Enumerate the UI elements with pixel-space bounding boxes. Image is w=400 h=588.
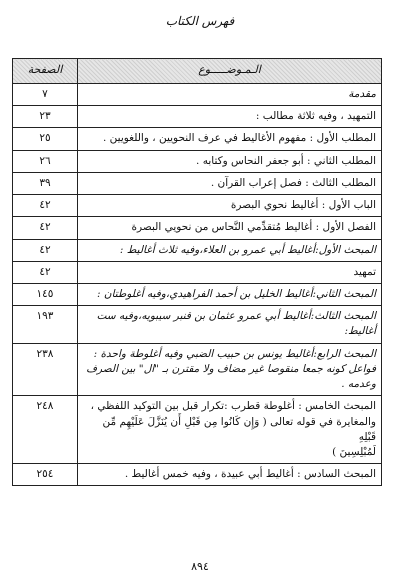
page-column-header: الصفحة <box>13 59 78 84</box>
toc-entry-page: ٧ <box>13 84 78 106</box>
toc-entry-title <box>78 106 382 128</box>
toc-entry-line: المبحث السادس : أغاليط أبي عبيدة ، وفيه خمس أغاليط . <box>124 468 376 481</box>
toc-entry-line: وعدمه . <box>341 378 376 391</box>
toc-entry-line: المبحث الرابع:أغاليط يونس بن حبيب الضبي وفيه أغلوطة واحدة : <box>93 347 376 360</box>
toc-entry-line: الباب الأول : أغاليط نحوي البصرة <box>230 199 376 212</box>
toc-entry-page: ٤٢ <box>13 239 78 261</box>
toc-entry-page: ٢٥ <box>13 128 78 150</box>
toc-entry-title <box>78 239 382 261</box>
toc-entry-line: لَمُبْلِسِينَ ) <box>332 445 376 458</box>
toc-entry-title <box>78 306 382 343</box>
toc-row <box>13 150 382 172</box>
toc-entry-page: ٢٥٤ <box>13 464 78 486</box>
toc-row <box>13 464 382 486</box>
toc-entry-page: ٢٤٨ <box>13 396 78 464</box>
toc-row <box>13 84 382 106</box>
toc-row <box>13 306 382 343</box>
toc-entry-title <box>78 128 382 150</box>
toc-entry-page: ٤٢ <box>13 217 78 239</box>
page-number: ٨٩٤ <box>191 560 209 573</box>
toc-entry-line: المبحث الثاني:أغاليط الخليل بن أحمد الفراهيدي،وفيه أغلوطتان : <box>97 287 376 300</box>
toc-row <box>13 172 382 194</box>
toc-entry-page: ٤٢ <box>13 195 78 217</box>
toc-entry-line: المبحث الخامس : أغلوطة قطرب :تكرار قبل بين التوكيد اللفظي ، <box>90 400 376 413</box>
toc-entry-page: ٢٣ <box>13 106 78 128</box>
toc-entry-line: والمغايرة في قوله تعالى ( وَإِن كَانُوا مِن قَبْلِ أَن يُنَزَّلَ عَلَيْهِم مِّن قَبْلِهِ <box>102 415 376 443</box>
toc-entry-line: فواعل كونه جمعا منقوصا غير مضاف ولا مقترن بـ "ال" بين الصرف <box>86 362 376 375</box>
toc-entry-title <box>78 150 382 172</box>
toc-entry-line: المطلب الثالث : فصل إعراب القرآن . <box>210 176 376 189</box>
toc-entry-line: أغاليط: <box>344 325 376 338</box>
toc-entry-title <box>78 261 382 283</box>
topic-column-header: الـمـوضـــــوع <box>78 59 382 84</box>
toc-row <box>13 261 382 283</box>
toc-entry-title <box>78 195 382 217</box>
toc-row <box>13 343 382 396</box>
toc-entry-page: ٤٢ <box>13 261 78 283</box>
toc-entry-line: مقدمة <box>348 88 376 100</box>
toc-header-row <box>13 59 382 84</box>
toc-body <box>13 84 382 486</box>
toc-entry-title <box>78 464 382 486</box>
toc-row <box>13 239 382 261</box>
toc-entry-title <box>78 172 382 194</box>
page-title: فهرس الكتاب <box>165 14 235 28</box>
toc-row <box>13 128 382 150</box>
toc-entry-title <box>78 396 382 464</box>
toc-entry-page: ٢٣٨ <box>13 343 78 396</box>
toc-entry-line: الفصل الأول : أغاليط مُتقدِّمي النَّحاس من نحويي البصرة <box>131 221 376 234</box>
toc-entry-line: المبحث الثالث:أغاليط أبي عمرو عثمان بن قنبر سيبويه،وفيه ست <box>96 310 376 323</box>
toc-entry-title <box>78 283 382 305</box>
toc-entry-title <box>78 84 382 106</box>
toc-table <box>12 58 382 486</box>
toc-entry-line: التمهيد ، وفيه ثلاثة مطالب : <box>255 110 376 123</box>
toc-entry-line: تمهيد <box>353 265 376 278</box>
toc-entry-line: المطلب الثاني : أبو جعفر النحاس وكتابه . <box>196 154 376 167</box>
toc-entry-page: ١٤٥ <box>13 283 78 305</box>
toc-entry-title <box>78 217 382 239</box>
toc-entry-page: ١٩٣ <box>13 306 78 343</box>
toc-entry-line: المطلب الأول : مفهوم الأغاليط في عرف النحويين ، واللغويين . <box>103 132 376 145</box>
toc-entry-line: المبحث الأول:أغاليط أبي عمرو بن العلاء،وفيه ثلاث أغاليط : <box>119 243 376 256</box>
toc-row <box>13 106 382 128</box>
toc-row <box>13 217 382 239</box>
toc-entry-page: ٢٦ <box>13 150 78 172</box>
toc-entry-title <box>78 343 382 396</box>
toc-row <box>13 396 382 464</box>
toc-entry-page: ٣٩ <box>13 172 78 194</box>
toc-row <box>13 195 382 217</box>
toc-row <box>13 283 382 305</box>
